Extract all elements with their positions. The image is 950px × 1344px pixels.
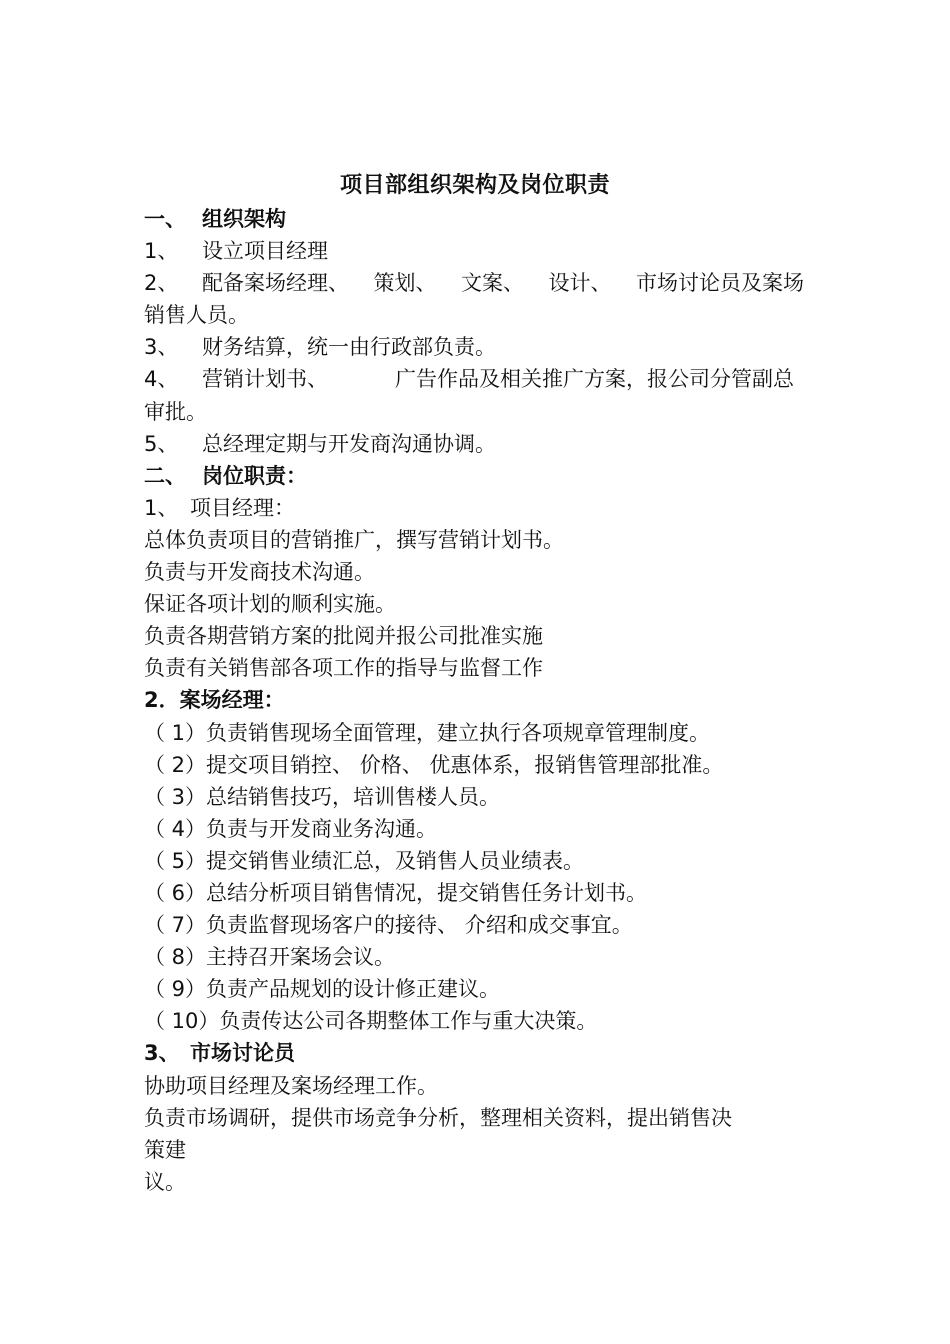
duty-line (144, 717, 808, 749)
duty-number: （ 7） (144, 913, 207, 938)
list-item-continuation: 销售人员。 (144, 303, 249, 328)
duty-line: 负责市场调研，提供市场竞争分析，整理相关资料，提出销售决 (144, 1105, 732, 1130)
duty-line (144, 877, 808, 909)
duty-number: （ 5） (144, 848, 207, 873)
role-number: 3、 (144, 1041, 180, 1066)
duty-line: 策建 (144, 1137, 186, 1162)
duty-number: （ 6） (144, 880, 207, 905)
list-item (144, 267, 808, 299)
text-part: 广告作品及相关推广方案，报公司分管副总 (395, 367, 794, 392)
role-title: 市场讨论员 (190, 1041, 295, 1066)
duty-text: 负责销售现场全面管理，建立执行各项规章管理制度。 (206, 720, 711, 745)
list-item (144, 331, 808, 363)
text-part: 策划、 (373, 271, 437, 296)
duty-number: （ 2） (144, 752, 207, 777)
item-number: 2、 (144, 271, 179, 296)
text-part: 配备案场经理、 (202, 271, 349, 296)
item-number: 3、 (144, 335, 179, 360)
duty-number: （ 8） (144, 945, 207, 970)
role-title: 项目经理： (190, 495, 295, 520)
duty-text: 负责监督现场客户的接待、 介绍和成交事宜。 (206, 913, 633, 938)
duty-line: 负责有关销售部各项工作的指导与监督工作 (144, 656, 543, 681)
duty-text: 总结分析项目销售情况，提交销售任务计划书。 (206, 880, 648, 905)
item-text: 设立项目经理 (202, 239, 328, 264)
duty-line: 协助项目经理及案场经理工作。 (144, 1073, 438, 1098)
section-heading-organization (144, 203, 808, 235)
duty-text: 主持召开案场会议。 (206, 945, 396, 970)
text-part: 营销计划书、 (202, 367, 328, 392)
duty-line: 保证各项计划的顺利实施。 (144, 592, 396, 617)
document-title: 项目部组织架构及岗位职责 (339, 173, 610, 198)
duty-line (144, 781, 808, 813)
duty-line (144, 941, 808, 973)
section-number: 一、 (144, 207, 186, 231)
duty-number: （ 4） (144, 816, 207, 841)
item-text (202, 363, 794, 395)
document-body (144, 203, 808, 1198)
duty-line: 负责各期营销方案的批阅并报公司批准实施 (144, 624, 543, 649)
duty-text: 提交销售业绩汇总，及销售人员业绩表。 (206, 848, 585, 873)
list-item (144, 428, 808, 460)
duty-number: （ 3） (144, 784, 207, 809)
section-title: 岗位职责： (202, 463, 307, 488)
item-number: 4、 (144, 367, 179, 392)
item-text: 财务结算，统一由行政部负责。 (202, 335, 496, 360)
list-item (144, 363, 808, 395)
duty-line (144, 1005, 808, 1037)
duty-text: 负责与开发商业务沟通。 (206, 816, 438, 841)
section-heading-responsibilities (144, 460, 808, 492)
role-number: 1、 (144, 495, 179, 520)
duty-number: （ 9） (144, 977, 207, 1002)
duty-text: 提交项目销控、 价格、 优惠体系，报销售管理部批准。 (206, 752, 724, 777)
duty-line (144, 973, 808, 1005)
duty-number: （ 1） (144, 720, 207, 745)
duty-text: 负责产品规划的设计修正建议。 (206, 977, 501, 1002)
item-text: 总经理定期与开发商沟通协调。 (202, 431, 496, 456)
duty-number: （ 10） (144, 1009, 220, 1034)
text-part: 设计、 (548, 271, 612, 296)
duty-line: 负责与开发商技术沟通。 (144, 560, 375, 585)
duty-line (144, 749, 808, 781)
item-number: 1、 (144, 239, 179, 264)
duty-line: 总体负责项目的营销推广，撰写营销计划书。 (144, 527, 564, 552)
duty-line (144, 813, 808, 845)
role-heading-site-manager: 2．案场经理： (144, 688, 285, 713)
text-part: 市场讨论员及案场 (636, 271, 804, 296)
duty-line: 议。 (144, 1169, 186, 1194)
list-item-continuation: 审批。 (144, 399, 207, 424)
role-heading-market-researcher (144, 1037, 808, 1069)
duty-line (144, 845, 808, 877)
duty-text: 总结销售技巧，培训售楼人员。 (206, 784, 501, 809)
section-title: 组织架构 (202, 207, 286, 231)
text-part: 文案、 (461, 271, 524, 296)
list-item (144, 235, 808, 267)
item-number: 5、 (144, 431, 179, 456)
duty-line (144, 909, 808, 941)
item-text (202, 267, 804, 299)
role-heading-project-manager (144, 492, 808, 524)
duty-text: 负责传达公司各期整体工作与重大决策。 (219, 1009, 598, 1034)
section-number: 二、 (144, 463, 186, 488)
